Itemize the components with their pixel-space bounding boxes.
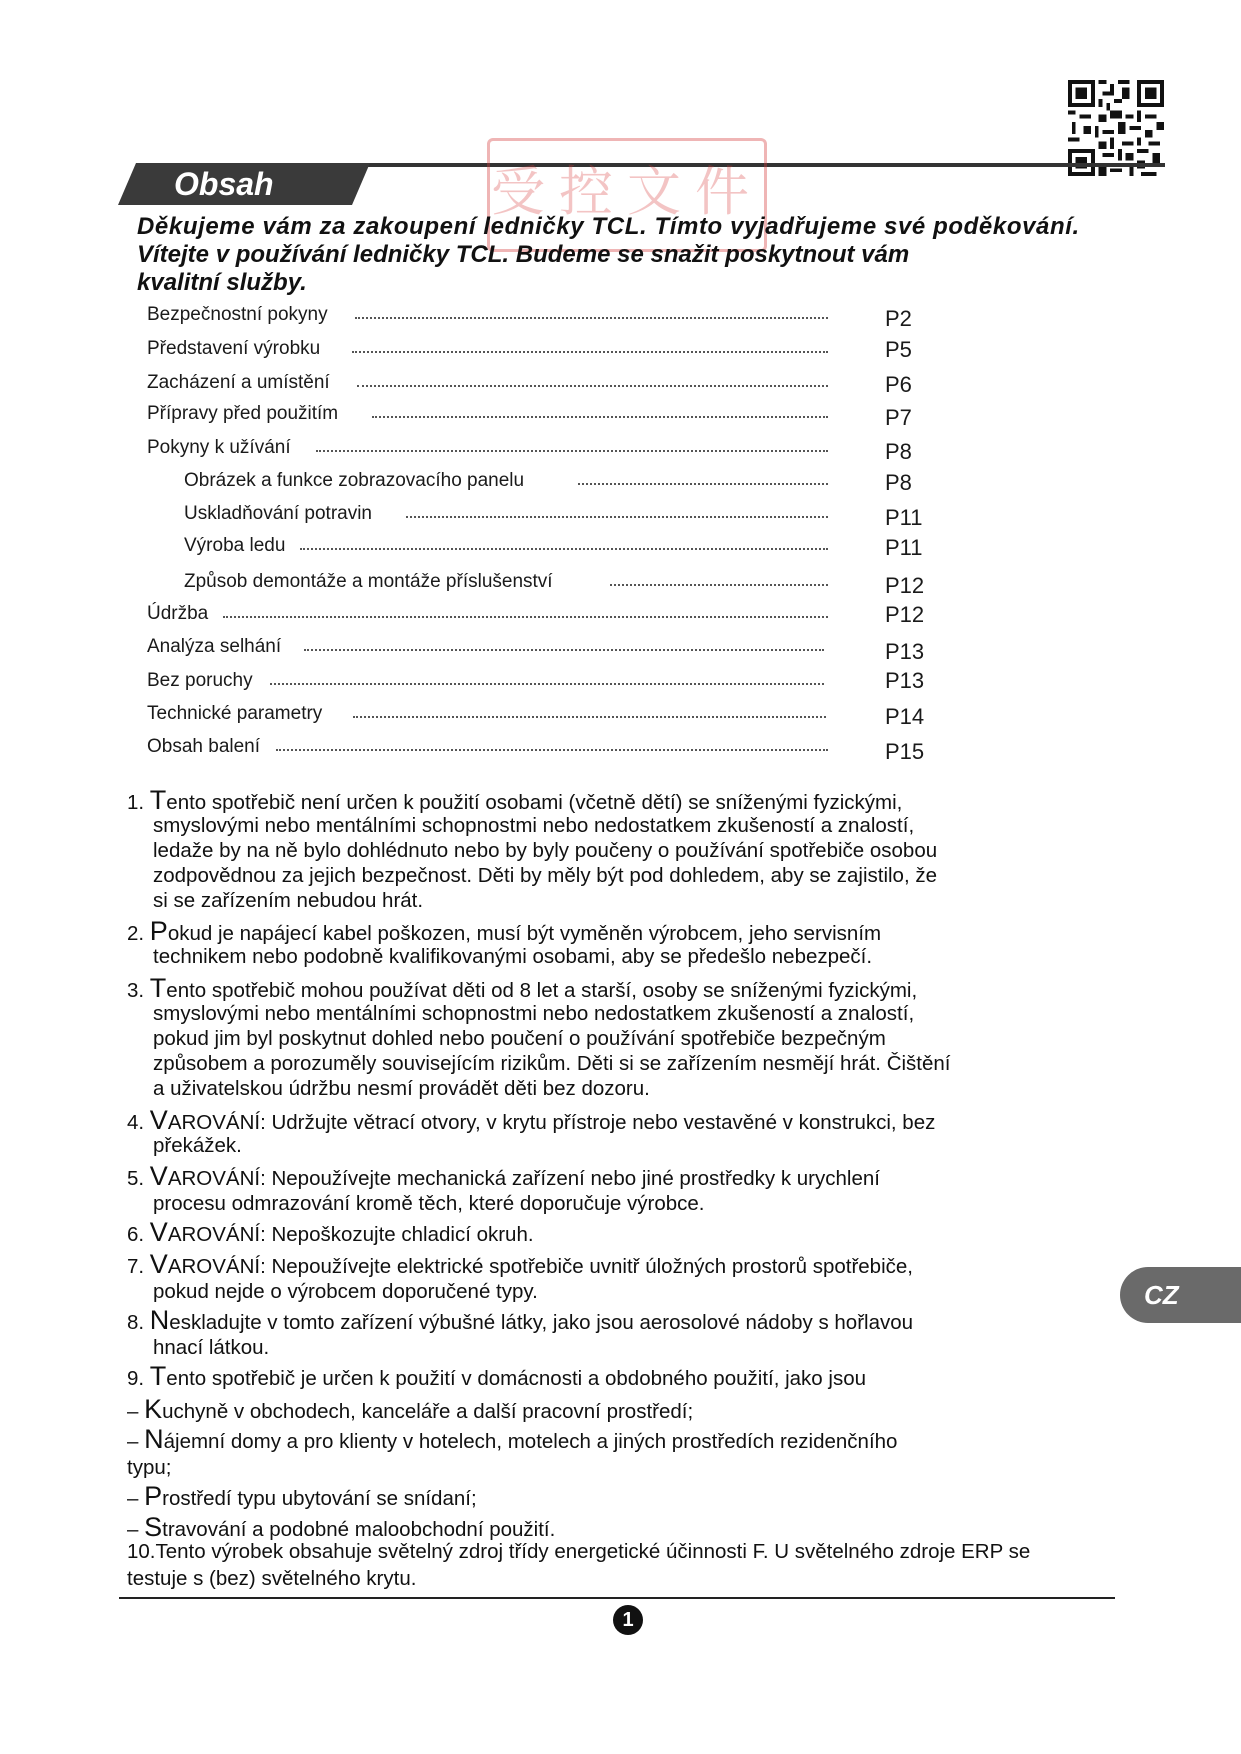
note-text: okud je napájecí kabel poškozen, musí být vyměněn výrobcem, jeho servisním: [167, 922, 882, 945]
note-number: 4.: [127, 1111, 150, 1134]
toc-page: P8: [885, 470, 912, 495]
note-item: [127, 1161, 880, 1191]
note-initial: V: [149, 1105, 168, 1135]
note-text: AROVÁNÍ: Nepoužívejte mechanická zařízení nebo jiné prostředky k urychlení: [167, 1167, 880, 1190]
note-initial: T: [149, 1361, 167, 1391]
language-tab: [1120, 1267, 1241, 1323]
page-number-badge: 1: [613, 1605, 643, 1635]
toc-page: P12: [885, 602, 925, 627]
note-text: ento spotřebič je určen k použití v domácnosti a obdobného použití, jako jsou: [166, 1367, 867, 1390]
toc-page: P13: [885, 668, 925, 693]
intro-text: [137, 213, 1117, 297]
note-line: smyslovými nebo mentálními schopnostmi nebo nedostatkem zkušeností a znalostí,: [153, 814, 915, 837]
toc-leader: [316, 450, 828, 452]
note-text: travování a podobné maloobchodní použití.: [162, 1518, 556, 1541]
note-number: 6.: [127, 1223, 150, 1246]
note-item: [127, 1105, 936, 1135]
intro-line: kvalitní služby.: [137, 269, 307, 296]
toc-label: Technické parametry: [147, 703, 323, 724]
toc-leader: [276, 749, 828, 751]
toc-label: Uskladňování potravin: [184, 503, 372, 524]
note-text: AROVÁNÍ: Udržujte větrací otvory, v krytu přístroje nebo vestavěné v konstrukci, bez: [167, 1111, 936, 1134]
language-label: CZ: [1144, 1280, 1179, 1310]
note-line: pokud nejde o výrobcem doporučené typy.: [153, 1280, 538, 1303]
toc-page: P11: [885, 505, 923, 530]
note-number: 7.: [127, 1255, 150, 1278]
toc-page: P8: [885, 439, 912, 464]
note-line: testuje s (bez) světelného krytu.: [127, 1567, 417, 1590]
toc-label: Obsah balení: [147, 736, 261, 757]
note-initial: V: [149, 1217, 168, 1247]
toc-page: P11: [885, 535, 923, 560]
note-dash: –: [127, 1430, 145, 1453]
toc-page: P5: [885, 337, 912, 362]
toc-label: Bezpečnostní pokyny: [147, 304, 328, 325]
note-line: procesu odmrazování kromě těch, které doporučuje výrobce.: [153, 1192, 705, 1215]
toc-page: P15: [885, 739, 925, 764]
toc-leader: [300, 548, 828, 550]
note-line: zodpovědnou za jejich bezpečnost. Děti by měly být pod dohledem, aby se zajistilo, že: [153, 864, 938, 887]
note-initial: S: [144, 1512, 163, 1542]
toc-leader: [223, 616, 828, 618]
note-item: [127, 1361, 867, 1391]
note-item: [127, 1305, 914, 1335]
note-line: ledaže by na ně bylo dohlédnuto nebo by byly poučeny o používání spotřebiče osobou: [153, 839, 938, 862]
note-line: a uživatelskou údržbu nesmí provádět děti bez dozoru.: [153, 1077, 650, 1100]
note-text: ento spotřebič není určen k použití osobami (včetně dětí) se sníženými fyzickými,: [166, 791, 903, 814]
note-text: ento spotřebič mohou používat děti od 8 let a starší, osoby se sníženými fyzickými,: [166, 979, 918, 1002]
note-initial: T: [149, 973, 167, 1003]
toc-leader: [610, 584, 828, 586]
toc-page: P6: [885, 372, 912, 397]
note-line: pokud jim byl poskytnut dohled nebo poučení o používání spotřebiče bezpečným: [153, 1027, 886, 1050]
toc-label: Výroba ledu: [184, 535, 286, 556]
toc-page: P12: [885, 573, 925, 598]
note-dash: –: [127, 1518, 145, 1541]
toc-leader: [357, 385, 828, 387]
note-text: ájemní domy a pro klienty v hotelech, motelech a jiných prostředích rezidenčního: [163, 1430, 898, 1453]
note-text: uchyně v obchodech, kanceláře a další pracovní prostředí;: [162, 1400, 694, 1423]
note-number: 8.: [127, 1311, 150, 1334]
toc-leader: [355, 317, 828, 319]
note-line: způsobem a porozuměly souvisejícím rizikům. Děti si se zařízením nesmějí hrát. Čištění: [153, 1052, 951, 1075]
note-subitem: [127, 1481, 477, 1511]
toc-page: P14: [885, 704, 925, 729]
toc-label: Obrázek a funkce zobrazovacího panelu: [184, 470, 525, 491]
note-line: technikem nebo podobně kvalifikovanými osobami, aby se předešlo nebezpečí.: [153, 945, 873, 968]
note-line: překážek.: [153, 1134, 242, 1157]
note-number: 9.: [127, 1367, 150, 1390]
toc-page: P13: [885, 639, 925, 664]
note-initial: T: [149, 785, 167, 815]
note-line: typu;: [127, 1456, 172, 1479]
intro-line: Děkujeme vám za zakoupení ledničky TCL. Tímto vyjadřujeme své poděkování.: [137, 213, 1080, 240]
controlled-document-stamp: 受控文件: [487, 138, 767, 252]
note-number: 3.: [127, 979, 150, 1002]
toc-label: Pokyny k užívání: [147, 437, 291, 458]
note-number: 1.: [127, 791, 150, 814]
page-title: Obsah: [174, 166, 274, 202]
note-initial: V: [149, 1161, 168, 1191]
toc-page: P2: [885, 306, 912, 331]
note-dash: –: [127, 1400, 145, 1423]
note-dash: –: [127, 1487, 145, 1510]
note-text: AROVÁNÍ: Nepoškozujte chladicí okruh.: [167, 1223, 534, 1246]
note-subitem: [127, 1512, 556, 1542]
note-text: rostředí typu ubytování se snídaní;: [162, 1487, 477, 1510]
note-item: [127, 973, 918, 1003]
toc-leader: [270, 683, 824, 685]
toc-leader: [304, 649, 824, 651]
note-initial: P: [144, 1481, 163, 1511]
note-text: AROVÁNÍ: Nepoužívejte elektrické spotřebiče uvnitř úložných prostorů spotřebiče,: [167, 1255, 913, 1278]
qr-code-icon: [1068, 80, 1164, 176]
note-initial: N: [144, 1424, 164, 1454]
intro-line: Vítejte v používání ledničky TCL. Budeme se snažit poskytnout vám: [137, 241, 910, 268]
note-subitem: [127, 1394, 694, 1424]
note-initial: P: [149, 916, 168, 946]
toc-label: Analýza selhání: [147, 636, 282, 657]
note-initial: K: [144, 1394, 163, 1424]
note-initial: V: [149, 1249, 168, 1279]
toc-leader: [352, 351, 828, 353]
toc-leader: [578, 483, 828, 485]
toc-label: Bez poruchy: [147, 670, 253, 691]
toc-leader: [406, 516, 828, 518]
note-item: 10.Tento výrobek obsahuje světelný zdroj třídy energetické účinnosti F. U světelného zdroje ERP se: [127, 1540, 1031, 1563]
note-item: [127, 916, 882, 946]
toc-label: Zacházení a umístění: [147, 372, 330, 393]
footer-rule: [119, 1597, 1115, 1599]
note-number: 5.: [127, 1167, 150, 1190]
note-item: [127, 785, 903, 815]
note-line: hnací látkou.: [153, 1336, 270, 1359]
toc-page: P7: [885, 405, 912, 430]
note-line: smyslovými nebo mentálními schopnostmi nebo nedostatkem zkušeností a znalostí,: [153, 1002, 915, 1025]
note-text: eskladujte v tomto zařízení výbušné látky, jako jsou aerosolové nádoby s hořlavou: [169, 1311, 914, 1334]
toc-label: Údržba: [147, 603, 209, 624]
note-subitem: [127, 1424, 898, 1454]
note-line: si se zařízením nebudou hrát.: [153, 889, 424, 912]
note-number: 2.: [127, 922, 150, 945]
toc-label: Způsob demontáže a montáže příslušenství: [184, 571, 553, 592]
note-item: [127, 1249, 913, 1279]
toc-label: Představení výrobku: [147, 338, 321, 359]
note-initial: N: [149, 1305, 170, 1335]
toc-label: Přípravy před použitím: [147, 403, 339, 424]
note-item: [127, 1217, 534, 1247]
toc-leader: [353, 716, 826, 718]
toc-leader: [372, 416, 828, 418]
